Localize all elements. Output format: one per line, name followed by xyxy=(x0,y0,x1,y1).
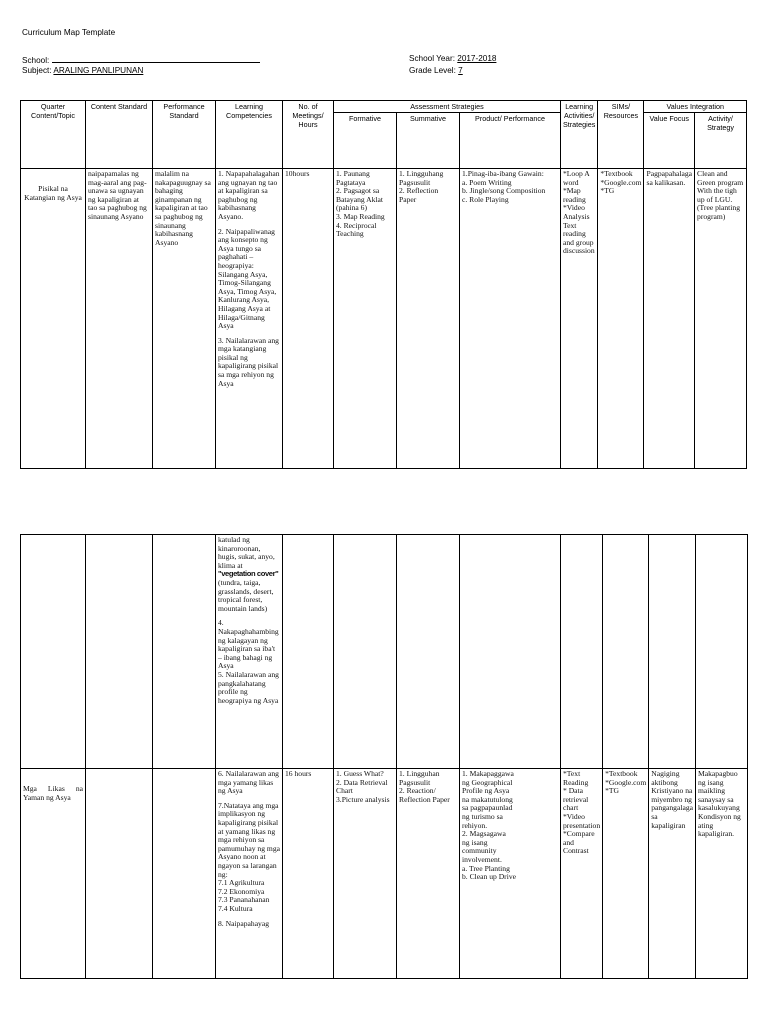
school-field xyxy=(22,54,260,65)
col-assessment-header: Assessment Strategies xyxy=(334,101,561,113)
competency-item: 4. Nakapaghahambing ng kalagayan ng kapaligiran sa iba't – ibang bahagi ng Asya xyxy=(218,618,279,671)
table-row xyxy=(21,535,748,769)
list-item: *TG xyxy=(600,186,615,196)
list-item: c. Role Playing xyxy=(462,194,509,204)
school-year-label: School Year: xyxy=(409,54,455,63)
school-year-value: 2017-2018 xyxy=(457,54,497,63)
list-item: b. Clean up Drive xyxy=(462,872,516,882)
competency-item: 2. Naipapaliwanag ang konsepto ng Asya tungo sa paghahati – heograpiya: Silangang Asya, Timog-Silangang Asya, Timog Asya, Kanlurang Asya, Hilagang Asya at Hilaga/Gitnang Asya xyxy=(218,226,277,331)
col-values-header: Values Integration xyxy=(644,101,747,113)
school-blank-line xyxy=(52,54,260,63)
list-item: *Google.com xyxy=(605,777,647,787)
list-item: *TG xyxy=(605,786,620,796)
competencies-cell xyxy=(216,535,283,769)
col-value-focus-header: Value Focus xyxy=(644,113,695,169)
col-meetings-header: No. of Meetings/ Hours xyxy=(283,101,334,169)
value-focus-cell: Nagiging aktibong Kristiyano na miyembro ng pangangalaga sa kapaligiran xyxy=(649,769,696,979)
list-item: *Video presentation xyxy=(563,811,601,830)
school-label: School: xyxy=(22,56,50,65)
list-item: * Data retrieval chart xyxy=(563,786,589,813)
list-item: *Compare and Contrast xyxy=(563,829,595,856)
list-item: Text reading and group discussion xyxy=(563,220,595,256)
competency-item: 7.Natataya ang mga implikasyon ng kapaligirang pisikal at yamang likas ng mga rehiyon sa pamumuhay ng mga Asyano noon at ngayon sa larangan ng: 7.1 Agrikultura 7.2 Ekonomiya 7.3 Pananahanan 7.4 Kultura xyxy=(218,800,281,913)
subject-field xyxy=(22,66,143,75)
list-item: 4. Reciprocal Teaching xyxy=(336,220,377,239)
summative-cell xyxy=(397,169,460,469)
list-item: *Map reading xyxy=(563,186,586,204)
competency-item: 6. Nailalarawan ang mga yamang likas ng Asya xyxy=(218,769,279,796)
performance-standard-cell: malalim na nakapaguugnay sa bahaging ginampanan ng kapaligiran at tao sa paghubog ng sinaunang kabihasnang Asyano xyxy=(153,169,216,469)
list-item: a. Tree Planting xyxy=(462,863,510,873)
formative-cell xyxy=(334,169,397,469)
product-cell xyxy=(460,769,561,979)
list-item: 2. Pagsagot sa Batayang Aklat (pahina 6) xyxy=(336,186,384,213)
list-item: 1. Paunang Pagtataya xyxy=(336,169,370,187)
activity-strategy-cell: Makapagbuo ng isang maikling sanaysay sa kasalukuyang Kondisyon ng ating kapaligiran. xyxy=(696,769,748,979)
competency-item: 1. Napapahalagahan ang ugnayan ng tao at kapaligiran sa paghubog ng kabihasnang Asyano. xyxy=(218,169,280,221)
col-formative-header: Formative xyxy=(334,113,397,169)
grade-level-field xyxy=(409,66,463,75)
grade-level-label: Grade Level: xyxy=(409,66,456,75)
list-item: 3. Map Reading xyxy=(336,211,385,221)
table-row xyxy=(21,169,747,469)
hours-cell: 16 hours xyxy=(283,769,334,979)
document-title: Curriculum Map Template xyxy=(22,28,116,37)
learning-activities-cell xyxy=(561,169,598,469)
col-competencies-header: Learning Competencies xyxy=(216,101,283,169)
learning-activities-cell xyxy=(561,769,603,979)
competency-item: 5. Nailalarawan ang pangkalahatang profile ng heograpiya ng Asya xyxy=(218,669,279,705)
list-item: 1. Guess What? xyxy=(336,769,384,778)
sims-cell xyxy=(598,169,644,469)
list-item: a. Poem Writing xyxy=(462,177,512,187)
list-item: b. Jingle/song Composition xyxy=(462,186,546,196)
list-item: *Textbook xyxy=(600,169,633,178)
list-item: 3.Picture analysis xyxy=(336,794,390,804)
curriculum-map-table-page2 xyxy=(20,534,748,979)
list-item: 2. Magsagawa ng isang community involvement. xyxy=(462,829,506,864)
list-item: 1. Lingguhang Pagsusulit xyxy=(399,169,444,187)
list-item: *Google.com xyxy=(600,177,642,187)
list-item: *Text Reading xyxy=(563,769,589,787)
list-item: 2. Data Retrieval Chart xyxy=(336,777,388,796)
activity-strategy-cell: Clean and Green program With the tigh up of LGU.(Tree planting program) xyxy=(695,169,747,469)
formative-cell xyxy=(334,769,397,979)
col-quarter-header: Quarter Content/Topic xyxy=(21,101,86,169)
list-item: 2. Reaction/ Reflection Paper xyxy=(399,786,450,804)
list-item: *Textbook xyxy=(605,769,638,778)
competencies-cell xyxy=(216,169,283,469)
col-performance-standard-header: Performance Standard xyxy=(153,101,216,169)
list-item: *Video Analysis xyxy=(563,203,590,221)
competency-item: 3. Nailalarawan ang mga katangiang pisikal ng kapaligirang pisikal sa mga rehiyon ng Asya xyxy=(218,335,279,388)
col-activity-strategy-header: Activity/ Strategy xyxy=(695,113,747,169)
list-item: 2. Reflection Paper xyxy=(399,186,439,204)
list-item: 1. Lingguhan Pagsusulit xyxy=(399,769,440,787)
col-sims-header: SIMs/ Resources xyxy=(598,101,644,169)
summative-cell xyxy=(397,769,460,979)
product-cell xyxy=(460,169,561,469)
sims-cell xyxy=(603,769,649,979)
col-content-standard-header: Content Standard xyxy=(86,101,153,169)
list-item: 1. Makapaggawa ng Geographical Profile ng Asya na makatutulong sa pagpapaunlad ng turismo sa rehiyon. xyxy=(462,769,514,830)
table-row xyxy=(21,769,748,979)
list-item: 1.Pinag-iba-ibang Gawain: xyxy=(462,169,544,178)
quarter-topic-cell: Pisikal na Katangian ng Asya xyxy=(21,169,86,469)
subject-label: Subject: xyxy=(22,66,52,75)
header-row-1 xyxy=(21,101,747,113)
col-product-header: Product/ Performance xyxy=(460,113,561,169)
col-summative-header: Summative xyxy=(397,113,460,169)
quarter-topic-cell: Mga Likas na Yaman ng Asya xyxy=(21,769,86,979)
competencies-cell xyxy=(216,769,283,979)
list-item: *Loop A word xyxy=(563,169,590,187)
school-year-field xyxy=(409,54,496,63)
competency-item: katulad ng kinaroroonan, hugis, sukat, anyo, klima at "vegetation cover" (tundra, taiga, grasslands, desert, tropical forest, mountain lands) xyxy=(218,535,279,613)
col-learning-activities-header: Learning Activities/ Strategies xyxy=(561,101,598,169)
value-focus-cell: Pagpapahalaga sa kalikasan. xyxy=(644,169,695,469)
competency-item: 8. Naipapahayag xyxy=(218,918,270,928)
hours-cell: 10hours xyxy=(283,169,334,469)
grade-level-value: 7 xyxy=(458,66,463,75)
content-standard-cell: naipapamalas ng mag-aaral ang pag-unawa sa ugnayan ng kapaligiran at tao sa paghubog ng sinaunang Asyano xyxy=(86,169,153,469)
subject-value: ARALING PANLIPUNAN xyxy=(53,66,144,75)
curriculum-map-table-page1 xyxy=(20,100,747,469)
